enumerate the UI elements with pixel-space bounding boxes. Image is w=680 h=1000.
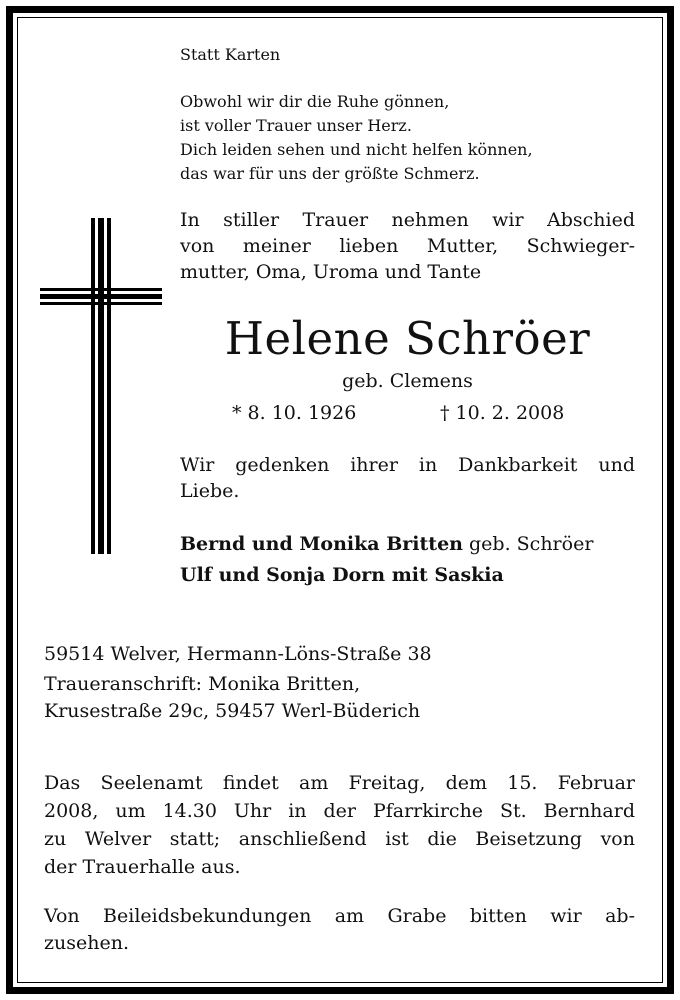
address-line-2: Traueranschrift: Monika Britten,: [44, 673, 361, 695]
mourners-line-1: [180, 533, 593, 555]
poem-line-1: Obwohl wir dir die Ruhe gönnen,: [180, 92, 450, 111]
mourners-maiden: geb. Schröer: [462, 533, 594, 555]
maiden-name: geb. Clemens: [342, 370, 473, 392]
remembrance-line-2: Liebe.: [180, 480, 240, 502]
poem-line-4: das war für uns der größte Schmerz.: [180, 164, 480, 183]
address-line-3: Krusestraße 29c, 59457 Werl-Büderich: [44, 700, 421, 722]
address-line-1: 59514 Welver, Hermann-Löns-Straße 38: [44, 643, 432, 665]
remembrance-line-1: Wir gedenken ihrer in Dankbarkeit und: [180, 454, 635, 476]
poem-line-3: Dich leiden sehen und nicht helfen können,: [180, 140, 533, 159]
statt-karten: Statt Karten: [180, 45, 281, 64]
mourners-names-1: Bernd und Monika Britten: [180, 533, 463, 555]
intro-line-3: mutter, Oma, Uroma und Tante: [180, 261, 482, 283]
deceased-name: Helene Schröer: [224, 312, 591, 365]
condolence-line-1: Von Beileidsbekundungen am Grabe bitten wir ab-: [44, 905, 635, 927]
birth-date: * 8. 10. 1926: [232, 402, 357, 424]
condolence-line-2: zusehen.: [44, 932, 129, 954]
service-line-2: 2008, um 14.30 Uhr in der Pfarrkirche St. Bernhard: [44, 800, 635, 822]
service-line-4: der Trauerhalle aus.: [44, 856, 241, 878]
intro-line-1: In stiller Trauer nehmen wir Abschied: [180, 209, 635, 231]
service-line-1: Das Seelenamt findet am Freitag, dem 15. Februar: [44, 772, 635, 794]
service-line-3: zu Welver statt; anschließend ist die Beisetzung von: [44, 828, 635, 850]
mourners-line-2: Ulf und Sonja Dorn mit Saskia: [180, 564, 504, 586]
death-date: † 10. 2. 2008: [440, 402, 565, 424]
cross-icon: [40, 218, 162, 554]
poem-line-2: ist voller Trauer unser Herz.: [180, 116, 412, 135]
intro-line-2: von meiner lieben Mutter, Schwieger-: [180, 235, 635, 257]
